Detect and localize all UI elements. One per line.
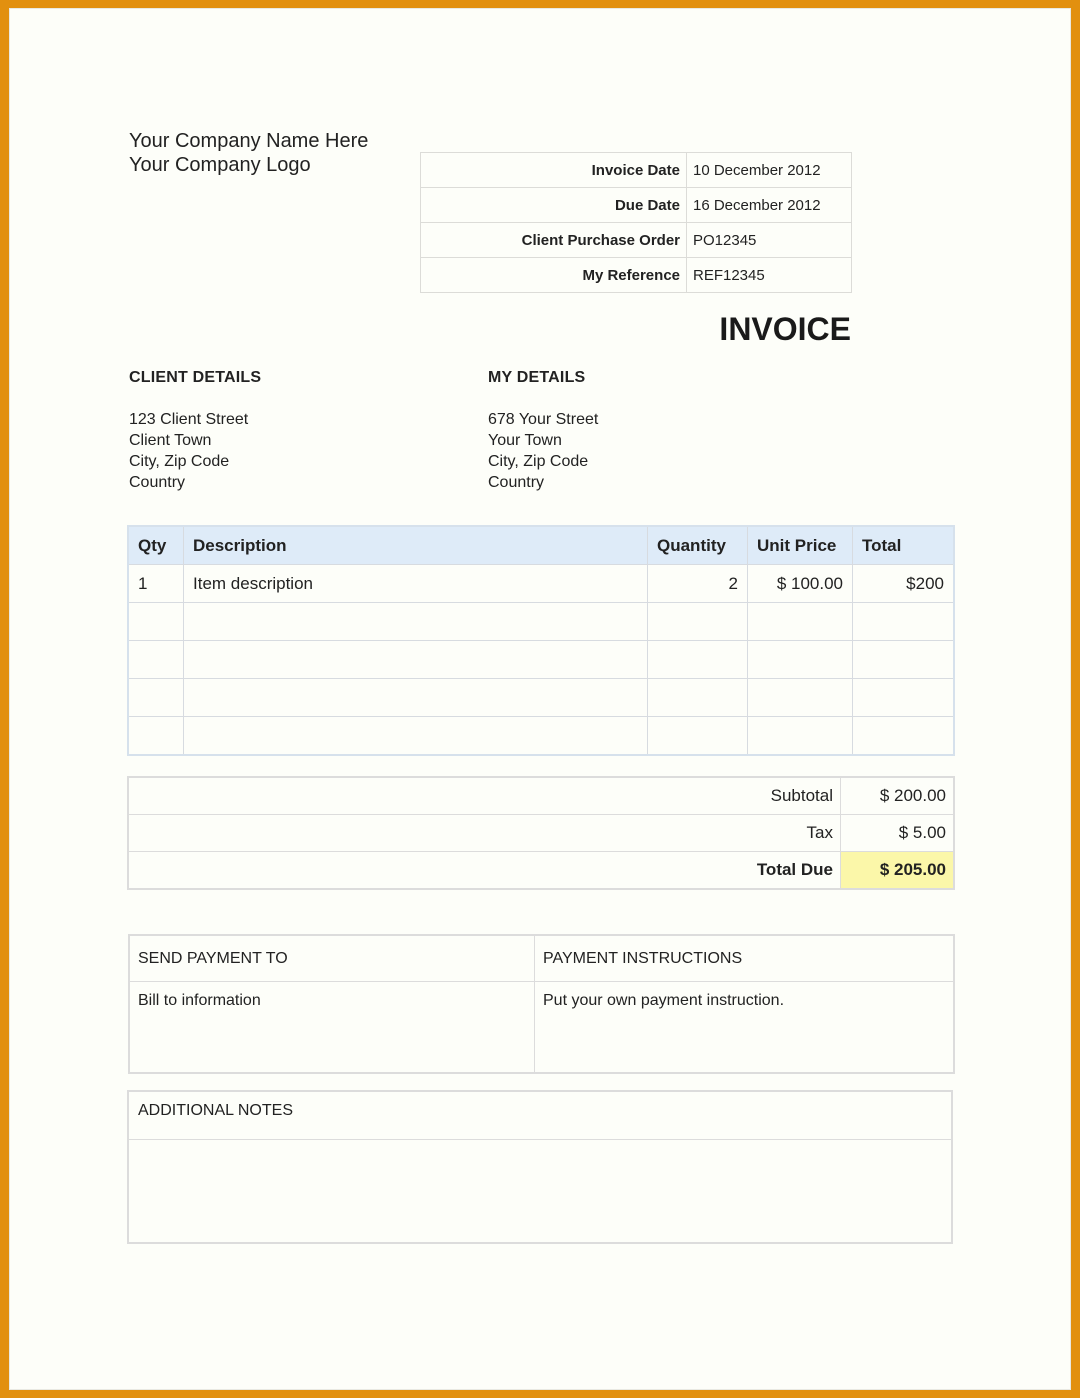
- cell-total: $200: [853, 565, 955, 603]
- payment-table: [128, 934, 955, 1074]
- payment-body-row: [129, 982, 954, 1074]
- meta-value: PO12345: [687, 223, 852, 258]
- cell-total: [853, 641, 955, 679]
- cell-description: [184, 641, 648, 679]
- cell-total: [853, 603, 955, 641]
- my-address-line: 678 Your Street: [488, 411, 599, 428]
- bill-to-info: Bill to information: [129, 982, 535, 1074]
- additional-notes-box: [127, 1090, 953, 1244]
- cell-qty: [128, 679, 184, 717]
- total-due-label: Total Due: [128, 852, 841, 890]
- col-header-qty: Qty: [128, 526, 184, 565]
- cell-description: [184, 717, 648, 756]
- cell-qty: [128, 603, 184, 641]
- cell-description: [184, 679, 648, 717]
- line-items-table: [127, 525, 955, 756]
- cell-description: [184, 603, 648, 641]
- subtotal-label: Subtotal: [128, 777, 841, 815]
- table-row: [128, 717, 954, 756]
- cell-quantity: [648, 641, 748, 679]
- company-block: [129, 129, 368, 177]
- my-details: [488, 369, 598, 493]
- subtotal-row: [128, 777, 954, 815]
- cell-description: Item description: [184, 565, 648, 603]
- cell-unit-price: [748, 641, 853, 679]
- col-header-total: Total: [853, 526, 955, 565]
- table-row: [128, 565, 954, 603]
- client-address-line: Country: [129, 474, 186, 491]
- send-payment-heading: SEND PAYMENT TO: [129, 935, 535, 982]
- company-logo-text: Your Company Logo: [129, 154, 311, 176]
- cell-qty: [128, 641, 184, 679]
- cell-unit-price: [748, 717, 853, 756]
- meta-value: 10 December 2012: [687, 153, 852, 188]
- meta-row: [421, 188, 852, 223]
- line-items-header: [128, 526, 954, 565]
- invoice-page: [9, 8, 1071, 1390]
- meta-value: REF12345: [687, 258, 852, 293]
- cell-total: [853, 717, 955, 756]
- subtotal-value: $ 200.00: [841, 777, 955, 815]
- cell-quantity: [648, 679, 748, 717]
- cell-quantity: [648, 717, 748, 756]
- meta-label: Due Date: [421, 188, 687, 223]
- tax-label: Tax: [128, 815, 841, 852]
- client-details-heading: CLIENT DETAILS: [129, 369, 262, 386]
- tax-value: $ 5.00: [841, 815, 955, 852]
- my-address-line: Country: [488, 474, 545, 491]
- table-row: [128, 603, 954, 641]
- payment-instruction-text: Put your own payment instruction.: [535, 982, 955, 1074]
- cell-qty: [128, 717, 184, 756]
- cell-unit-price: [748, 679, 853, 717]
- company-name: Your Company Name Here: [129, 130, 369, 152]
- client-details: [129, 369, 261, 493]
- meta-label: Invoice Date: [421, 153, 687, 188]
- meta-row: [421, 153, 852, 188]
- meta-row: [421, 223, 852, 258]
- table-row: [128, 641, 954, 679]
- my-address-line: City, Zip Code: [488, 453, 589, 470]
- total-due-value: $ 205.00: [841, 852, 955, 890]
- cell-qty: 1: [128, 565, 184, 603]
- my-details-heading: MY DETAILS: [488, 369, 586, 386]
- col-header-description: Description: [184, 526, 648, 565]
- my-address-line: Your Town: [488, 432, 562, 449]
- meta-label: My Reference: [421, 258, 687, 293]
- meta-value: 16 December 2012: [687, 188, 852, 223]
- cell-total: [853, 679, 955, 717]
- invoice-meta-table: [420, 152, 852, 293]
- client-address-line: Client Town: [129, 432, 212, 449]
- payment-instructions-heading: PAYMENT INSTRUCTIONS: [535, 935, 955, 982]
- table-row: [128, 679, 954, 717]
- payment-header-row: [129, 935, 954, 982]
- client-address-line: 123 Client Street: [129, 411, 249, 428]
- cell-unit-price: $ 100.00: [748, 565, 853, 603]
- meta-row: [421, 258, 852, 293]
- col-header-quantity: Quantity: [648, 526, 748, 565]
- total-due-row: [128, 852, 954, 890]
- additional-notes-heading: ADDITIONAL NOTES: [129, 1092, 951, 1140]
- cell-unit-price: [748, 603, 853, 641]
- col-header-unit-price: Unit Price: [748, 526, 853, 565]
- client-address-line: City, Zip Code: [129, 453, 230, 470]
- cell-quantity: 2: [648, 565, 748, 603]
- tax-row: [128, 815, 954, 852]
- cell-quantity: [648, 603, 748, 641]
- meta-label: Client Purchase Order: [421, 223, 687, 258]
- invoice-title: INVOICE: [719, 311, 851, 347]
- totals-table: [127, 776, 955, 890]
